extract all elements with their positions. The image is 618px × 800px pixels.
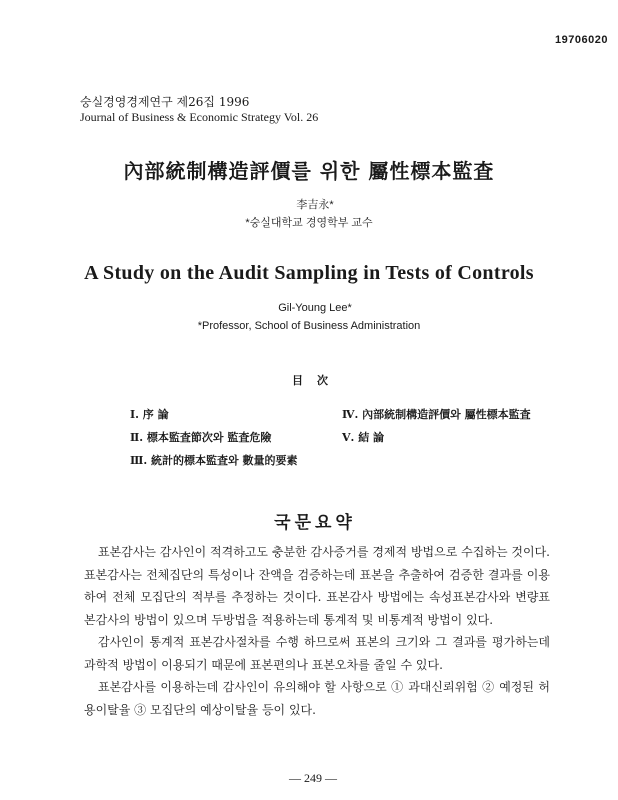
author-name-korean: 李吉永* bbox=[296, 199, 334, 211]
abstract-paragraph: 표본감사는 감사인이 적격하고도 충분한 감사증거를 경제적 방법으로 수집하는 것이다. 표본감사는 전체집단의 특성이나 잔액을 검증하는데 표본을 추출하여 검증한 결과를 이용하여 전체 모집단의 적부를 추정하는 것이다. 표본감사 방법에는 속성표본감사와 변량표본감사의 방법이 있으며 두방법을 적용하는데 통계적 및 비통계적 방법이 있다. bbox=[84, 545, 550, 627]
journal-name-korean: 숭실경영경제연구 제26집 1996 bbox=[80, 95, 250, 109]
journal-name-english: Journal of Business & Economic Strategy Vol. 26 bbox=[80, 110, 319, 124]
abstract-paragraph: 감사인이 통계적 표본감사절차를 수행 하므로써 표본의 크기와 그 결과를 평가하는데 과학적 방법이 이용되기 때문에 표본편의나 표본오차를 줄일 수 있다. bbox=[84, 635, 550, 672]
abstract-heading: 국문요약 bbox=[274, 513, 356, 533]
paper-title-korean: 內部統制構造評價를 위한 屬性標本監査 bbox=[123, 159, 495, 183]
abstract-paragraph: 표본감사를 이용하는데 감사인이 유의해야 할 사항으로 ① 과대신뢰위험 ② 예정된 허용이탈율 ③ 모집단의 예상이탈율 등이 있다. bbox=[84, 680, 550, 717]
author-affiliation-english: *Professor, School of Business Administration bbox=[197, 320, 421, 332]
toc-item-internal-control: Ⅳ. 內部統制構造評價와 屬性標本監査 bbox=[342, 408, 531, 421]
author-name-english: Gil-Young Lee* bbox=[278, 302, 352, 314]
toc-item-statistical-sampling: Ⅲ. 統計的標本監査와 數量的要素 bbox=[130, 454, 298, 467]
paper-title-english: A Study on the Audit Sampling in Tests of Controls bbox=[84, 262, 534, 284]
author-affiliation-korean: *숭실대학교 경영학부 교수 bbox=[245, 217, 373, 229]
table-of-contents-heading: 目次 bbox=[292, 374, 342, 387]
document-id: 19706020 bbox=[555, 34, 608, 46]
toc-item-sampling-procedure: Ⅱ. 標本監査節次와 監査危險 bbox=[130, 431, 272, 444]
abstract-body bbox=[84, 541, 550, 721]
toc-item-introduction: Ⅰ. 序 論 bbox=[130, 408, 169, 421]
toc-item-conclusion: Ⅴ. 結 論 bbox=[342, 431, 385, 444]
page-number: — 249 — bbox=[289, 771, 337, 785]
